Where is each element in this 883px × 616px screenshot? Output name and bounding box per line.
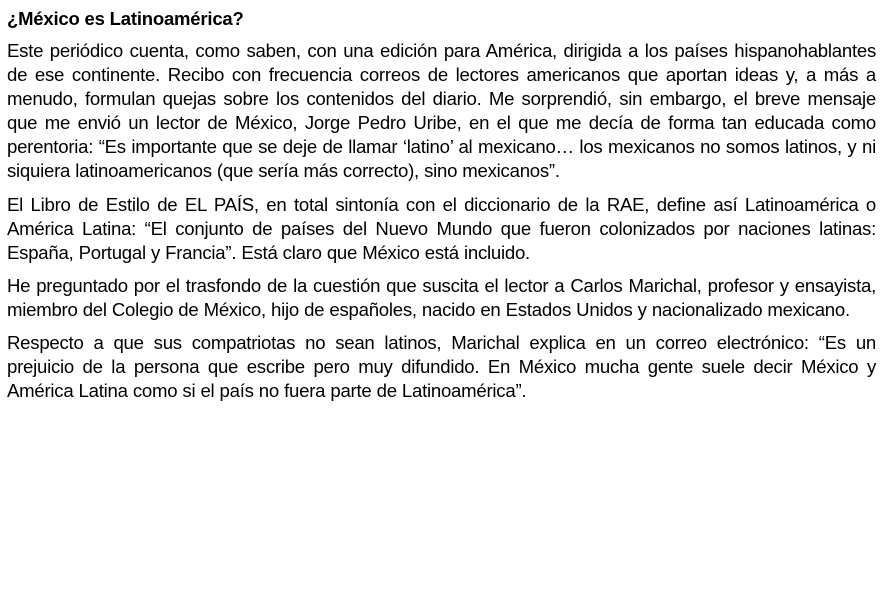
article-paragraph: Este periódico cuenta, como saben, con una edición para América, dirigida a los países hispanohablantes de ese continente. Recibo con frecuencia correos de lectores americanos que aportan ideas y, a más a menudo, formulan quejas sobre los contenidos del diario. Me sorprendió, sin embargo, el breve mensaje que me envió un lector de México, Jorge Pedro Uribe, en el que me decía de forma tan educada como perentoria: “Es importante que se deje de llamar ‘latino’ al mexicano… los mexicanos no somos latinos, y ni siquiera latinoamericanos (que sería más correcto), sino mexicanos”. (7, 40, 876, 182)
article-paragraph: He preguntado por el trasfondo de la cuestión que suscita el lector a Carlos Marichal, profesor y ensayista, miembro del Colegio de México, hijo de españoles, nacido en Estados Unidos y nacionalizado mexicano. (7, 274, 876, 320)
article-paragraph: El Libro de Estilo de EL PAÍS, en total sintonía con el diccionario de la RAE, define así Latinoamérica o América Latina: “El conjunto de países del Nuevo Mundo que fueron colonizados por naciones latinas: España, Portugal y Francia”. Está claro que México está incluido. (7, 193, 876, 263)
article (7, 8, 876, 403)
article-paragraph: Respecto a que sus compatriotas no sean latinos, Marichal explica en un correo electrónico: “Es un prejuicio de la persona que escribe pero muy difundido. En México mucha gente suele decir México y América Latina como si el país no fuera parte de Latinoamérica”. (7, 332, 876, 402)
article-title: ¿México es Latinoamérica? (7, 8, 244, 29)
